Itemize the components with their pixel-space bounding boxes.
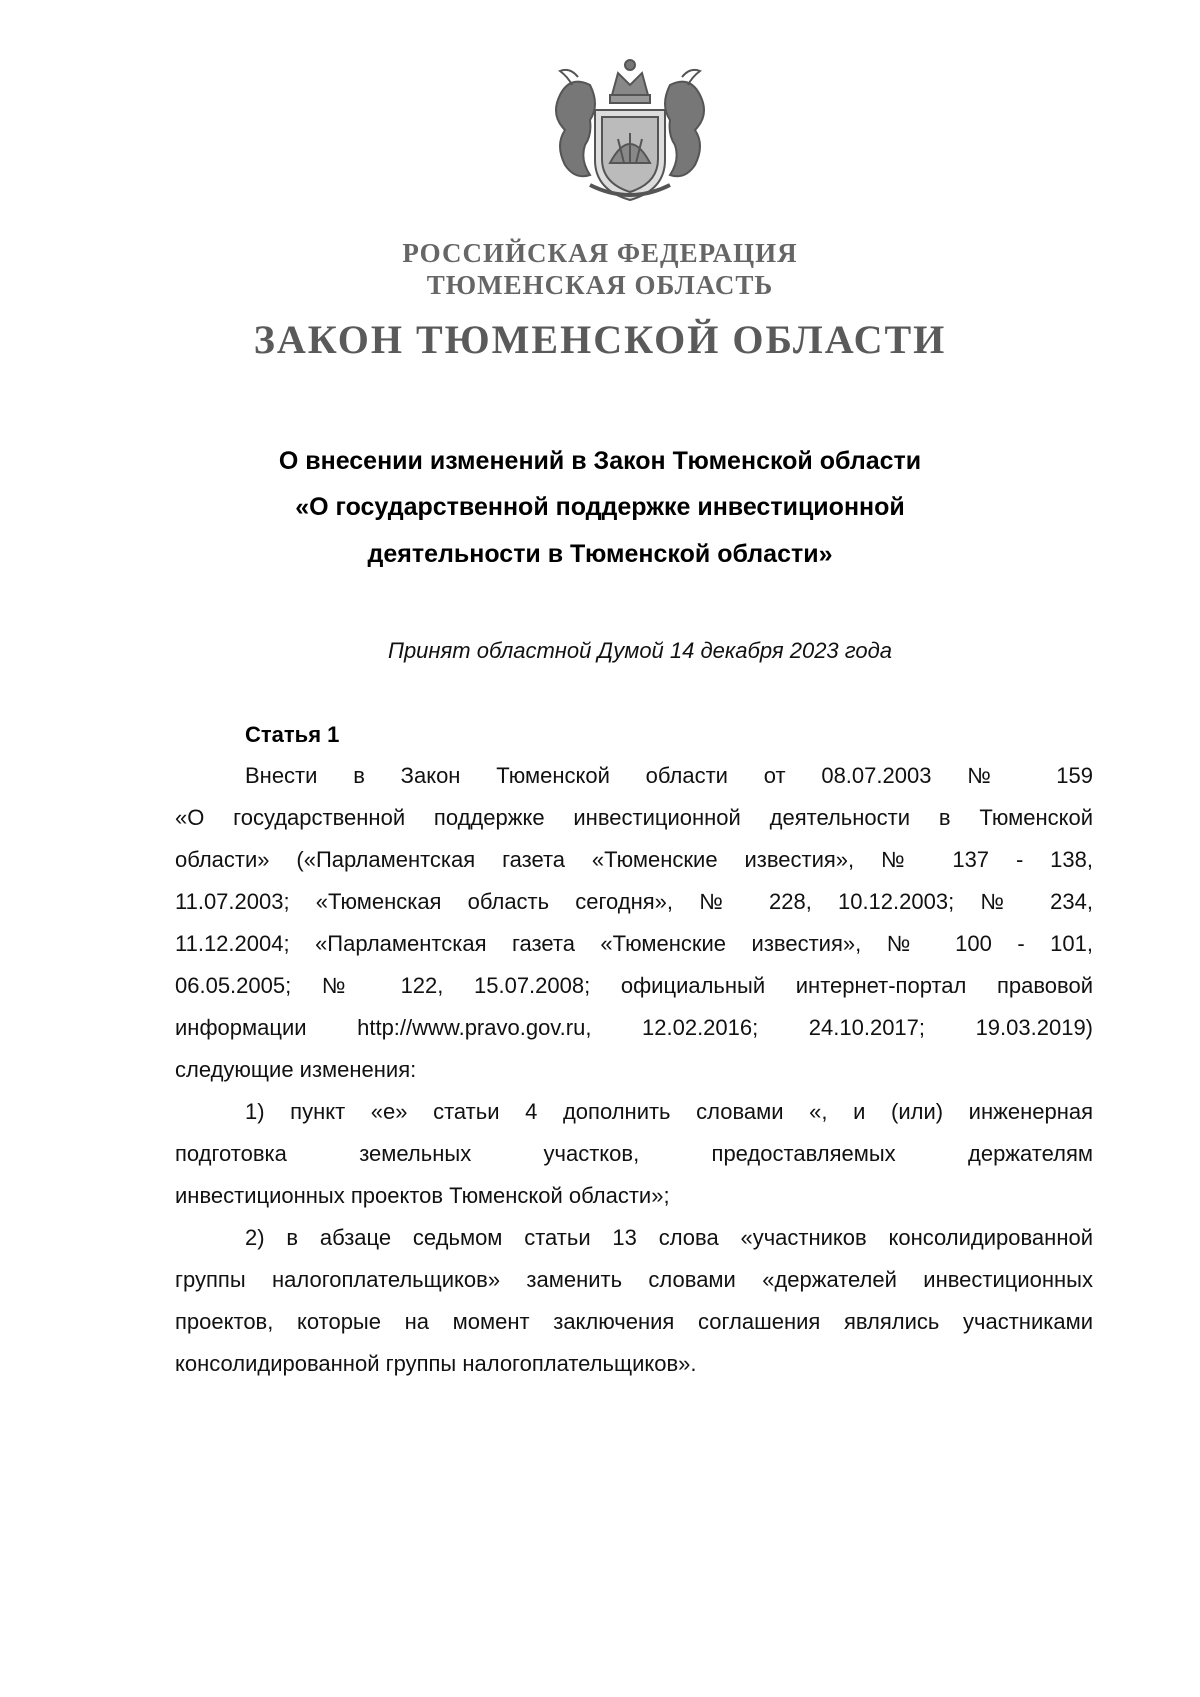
header-region: ТЮМЕНСКАЯ ОБЛАСТЬ: [426, 270, 774, 300]
title-line-1: О внесении изменений в Закон Тюменской области: [278, 447, 922, 475]
item-2-line: группы налогоплательщиков» заменить словами «держателей инвестиционных: [175, 1267, 1093, 1292]
header-country: РОССИЙСКАЯ ФЕДЕРАЦИЯ: [402, 238, 798, 268]
item-2-line: 2) в абзаце седьмом статьи 13 слова «участников консолидированной: [245, 1225, 1093, 1250]
body-line: Внести в Закон Тюменской области от 08.07.2003 № 159: [245, 763, 1093, 788]
article-heading: Статья 1: [245, 722, 340, 747]
body-line: следующие изменения:: [175, 1057, 417, 1082]
body-line: «О государственной поддержке инвестиционной деятельности в Тюменской: [175, 805, 1093, 830]
title-line-3: деятельности в Тюменской области»: [367, 540, 833, 568]
header-doc-type: ЗАКОН ТЮМЕНСКОЙ ОБЛАСТИ: [253, 317, 947, 362]
body-line: 11.07.2003; «Тюменская область сегодня», № 228, 10.12.2003; № 234,: [175, 889, 1093, 914]
item-2-line: консолидированной группы налогоплательщиков».: [175, 1351, 697, 1376]
item-1-line: подготовка земельных участков, предоставляемых держателям: [175, 1141, 1093, 1166]
body-line: 06.05.2005; № 122, 15.07.2008; официальный интернет-портал правовой: [175, 973, 1093, 998]
body-line: области» («Парламентская газета «Тюменские известия», № 137 - 138,: [175, 847, 1093, 872]
item-1-line: 1) пункт «е» статьи 4 дополнить словами «, и (или) инженерная: [245, 1099, 1093, 1124]
body-line: 11.12.2004; «Парламентская газета «Тюменские известия», № 100 - 101,: [175, 931, 1093, 956]
adoption-note: Принят областной Думой 14 декабря 2023 года: [388, 638, 893, 663]
item-1-line: инвестиционных проектов Тюменской области»;: [175, 1183, 670, 1208]
coat-of-arms-emblem: [530, 55, 730, 210]
item-2-line: проектов, которые на момент заключения соглашения являлись участниками: [175, 1309, 1093, 1334]
article-body: [175, 760, 1093, 1390]
title-line-2: «О государственной поддержке инвестиционной: [295, 493, 905, 521]
body-line: информации http://www.pravo.gov.ru, 12.02.2016; 24.10.2017; 19.03.2019): [175, 1015, 1093, 1040]
